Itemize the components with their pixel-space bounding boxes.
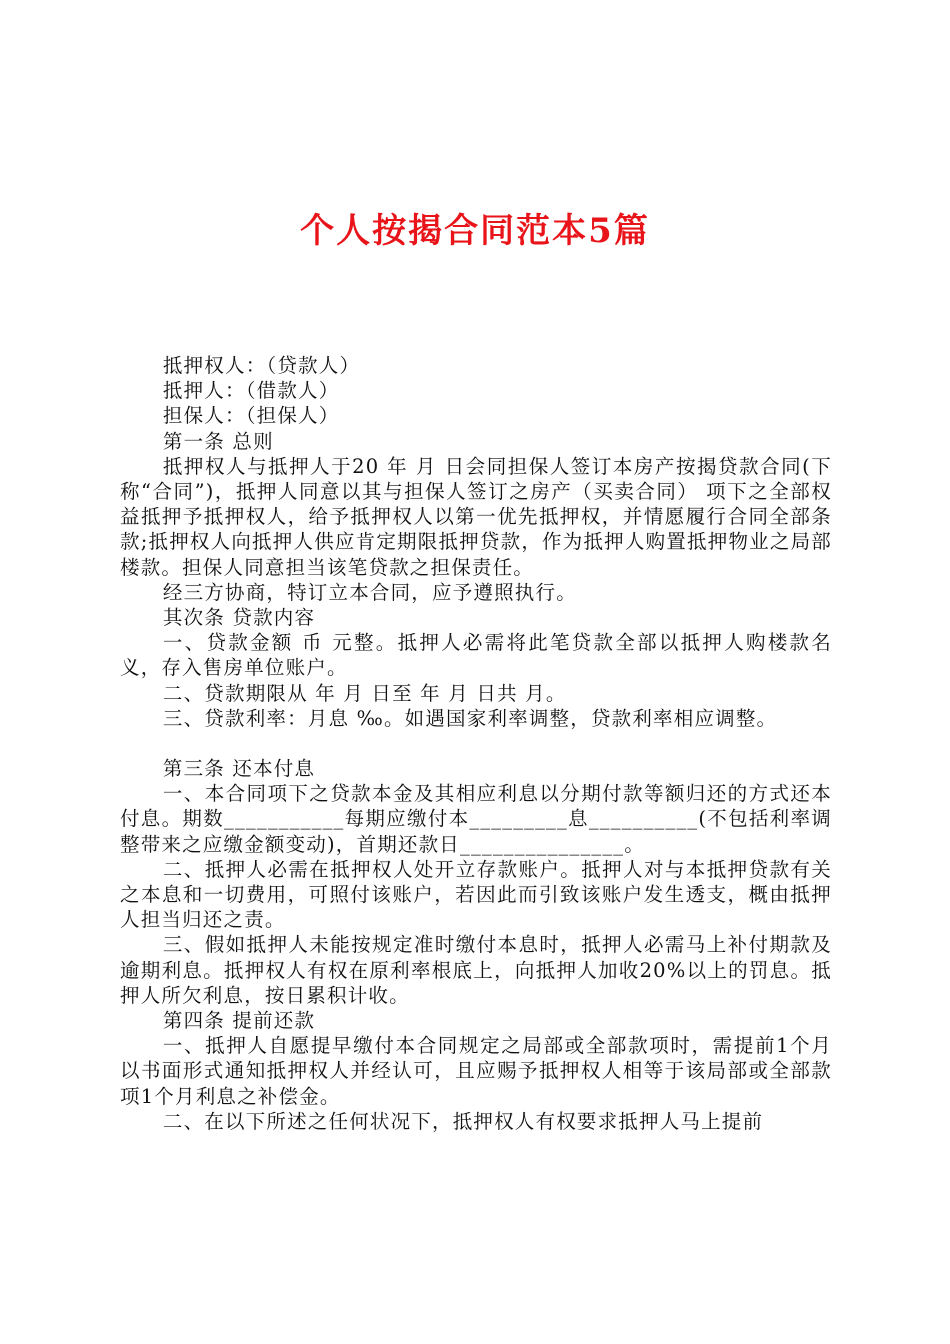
paragraph-loan-amount: 一、贷款金额 币 元整。抵押人必需将此笔贷款全部以抵押人购楼款名义，存入售房单位账户。 [120,631,832,680]
paragraph-early-repayment: 一、抵押人自愿提早缴付本合同规定之局部或全部款项时，需提前1个月以书面形式通知抵押权人并经认可，且应赐予抵押权人相等于该局部或全部款项1个月利息之补偿金。 [120,1034,832,1108]
heading-article-4: 第四条 提前还款 [162,1009,316,1033]
paragraph-loan-term: 二、贷款期限从 年 月 日至 年 月 日共 月。 [162,681,567,705]
paragraph-loan-rate: 三、贷款利率：月息 ‰。如遇国家利率调整，贷款利率相应调整。 [162,706,778,730]
paragraph-early-demand: 二、在以下所述之任何状况下，抵押权人有权要求抵押人马上提前 [162,1109,764,1133]
heading-article-2: 其次条 贷款内容 [162,606,316,630]
paragraph-agreement: 经三方协商，特订立本合同，应予遵照执行。 [162,580,577,604]
paragraph-deposit-account: 二、抵押人必需在抵押权人处开立存款账户。抵押人对与本抵押贷款有关之本息和一切费用，可照付该账户，若因此而引致该账户发生透支，概由抵押人担当归还之责。 [120,857,832,932]
heading-article-1: 第一条 总则 [162,429,274,453]
paragraph-repayment-method: 一、本合同项下之贷款本金及其相应利息以分期付款等额归还的方式还本付息。期数___________每期应缴付本_________息__________(不包括利率调整带来之应缴金额变动)，首期还款日_______________。 [120,782,832,856]
document-title: 个人按揭合同范本5篇 [300,211,650,251]
paragraph-mortgagor: 抵押人：（借款人） [162,379,340,403]
paragraph-mortgagee: 抵押权人：（贷款人） [162,354,361,377]
paragraph-article-1-body: 抵押权人与抵押人于20 年 月 日会同担保人签订本房产按揭贷款合同(下称“合同”)，抵押人同意以其与担保人签订之房产（买卖合同） 项下之全部权益抵押予抵押权人，给予抵押权人以第一优先抵押权，并情愿履行合同全部条款;抵押权人向抵押人供应肯定期限抵押贷款，作为抵押人购置抵押物业之局部楼款。担保人同意担当该笔贷款之担保责任。 [120,454,832,579]
heading-article-3: 第三条 还本付息 [162,757,316,781]
document-body [120,353,832,1134]
paragraph-guarantor: 担保人：（担保人） [162,404,340,428]
paragraph-late-payment: 三、假如抵押人未能按规定准时缴付本息时，抵押人必需马上补付期款及逾期利息。抵押权人有权在原利率根底上，向抵押人加收20%以上的罚息。抵押人所欠利息，按日累积计收。 [120,933,832,1007]
